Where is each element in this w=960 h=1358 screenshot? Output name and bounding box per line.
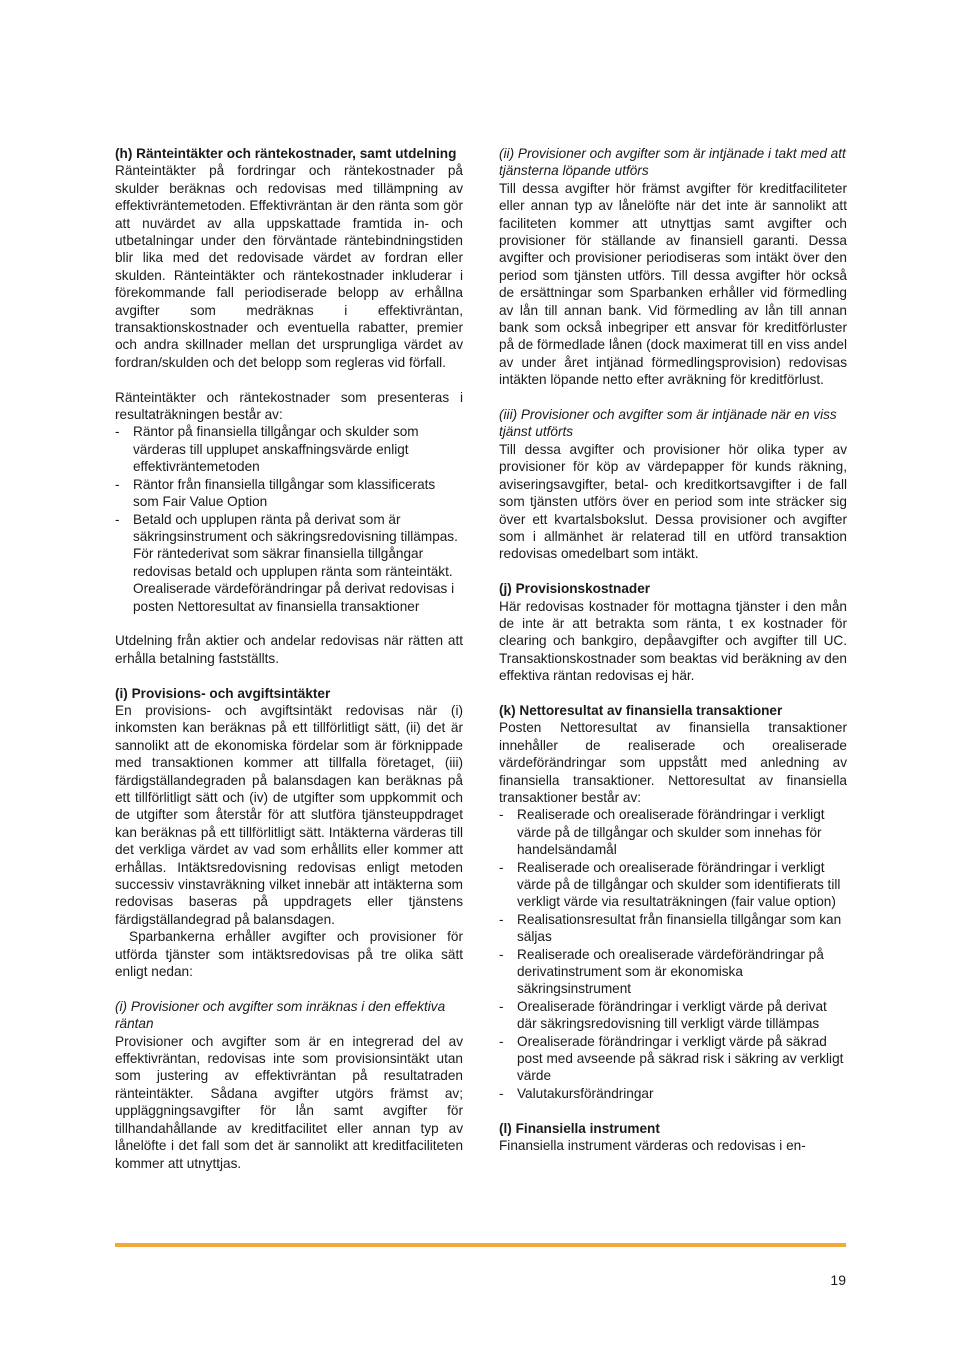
section-i-sub3-body: Till dessa avgifter och provisioner hör olika typer av provisioner för köp av värdepapper för kunds räkning, aviseringsavgifter, betal- och kreditkortsavgifter i de fall som tjänsten utförs över en period som inte sträcker sig över ett kvartalsbokslut. Dessa provisioner och avgifter som i allmänhet är relaterad till en utförd transaktion redovisas omedelbart som intäkt. xyxy=(499,441,847,562)
list-item: - Betald och upplupen ränta på derivat som är säkringsinstrument och säkringsredovisning tillämpas. För räntederivat som säkrar finansiella tillgångar redovisas betald och upplupen ränta som ränteintäkt. Orealiserade värdeförändringar på derivat redovisas i posten Nettoresultat av finansiella transaktioner xyxy=(115,511,463,615)
section-h-body: Ränteintäkter på fordringar och räntekostnader på skulder beräknas och redovisas med tillämpning av effektivräntemetoden. Effektivräntan är den ränta som gör att nuvärdet av alla uppskattade framtida in- och utbetalningar under den förväntade räntebindningstiden blir lika med det redovisade värdet av fordran eller skulden. Ränteintäkter och räntekostnader inkluderar i förekommande fall periodiserade belopp av erhållna avgifter som medräknas i effektivräntan, transaktionskostnader och eventuella rabatter, premier och andra skillnader mellan det ursprungliga värdet av fordran/skulden och det belopp som regleras vid förfall. xyxy=(115,163,463,370)
list-item: - Realisationsresultat från finansiella tillgångar som kan säljas xyxy=(499,911,847,946)
page-number: 19 xyxy=(830,1272,846,1288)
section-k-list xyxy=(499,806,847,1102)
section-i-body-1: En provisions- och avgiftsintäkt redovisas när (i) inkomsten kan beräknas på ett tillförlitligt sätt, (ii) det är sannolikt att de ekonomiska fördelar som är förknippade med transaktionen kommer att tillfalla företaget, (iii) färdigställandegraden på balansdagen kan beräknas på ett tillförlitligt sätt och (iv) de utgifter som uppkommit och de utgifter som återstår för att slutföra tjänsteuppdraget kan beräknas på ett tillförlitligt sätt. Intäkterna värderas till det verkliga värdet av vad som erhållits eller kommer att erhållas. Intäktsredovisning redovisas enligt metoden successiv vinstavräkning vilket innebär att intäkterna som redovisas baseras på uppdragets eller tjänstens färdigställandegrad på balansdagen. xyxy=(115,702,463,927)
section-k-heading: (k) Nettoresultat av finansiella transaktioner xyxy=(499,702,783,718)
right-column xyxy=(499,145,847,1155)
section-i-sub1-body: Provisioner och avgifter som är en integrerad del av effektivräntan, redovisas inte som provisionsintäkt utan som justering av effektivräntan på resultatraden ränteintäkter. Sådana avgifter utgörs främst av; uppläggningsavgifter för lån samt avgifter för tillhandahållande av kreditfacilitet eller annan typ av lånelöfte i det fall som det är sannolikt att kreditfaciliteten kommer att utnyttjas. xyxy=(115,1033,463,1171)
list-item: - Orealiserade förändringar i verkligt värde på säkrad post med avseende på säkrad risk i säkring av verkligt värde xyxy=(499,1033,847,1085)
section-l-body: Finansiella instrument värderas och redovisas i en- xyxy=(499,1138,806,1154)
footer-rule xyxy=(115,1243,846,1247)
list-item: - Räntor från finansiella tillgångar som klassificerats som Fair Value Option xyxy=(115,476,463,511)
list-item: - Valutakursförändringar xyxy=(499,1085,847,1102)
section-l-heading: (l) Finansiella instrument xyxy=(499,1120,660,1136)
list-item: - Realiserade och orealiserade värdeförändringar på derivatinstrument som är ekonomiska säkringsinstrument xyxy=(499,946,847,998)
section-i-sub2-body: Till dessa avgifter hör främst avgifter för kreditfaciliteter eller annan typ av lånelöfte när det inte är sannolikt att faciliteten kommer att utnyttjas samt avgifter och provisioner för ställande av finansiell garanti. Dessa avgifter och provisioner periodiseras som intäkt över den period som tjänsten utförs. Till dessa avgifter hör också de ersättningar som Sparbanken erhåller vid förmedling av lån till annan bank. Vid förmedling av lån till annan bank som också inbegriper ett ansvar för kreditförluster på de förmedlade lånen (dock maximerat till en viss andel av under året intjänad förmedlingsprovision) redovisas intäkten löpande netto efter avräkning för kreditförlust. xyxy=(499,180,847,388)
section-i-sub1-heading: (i) Provisioner och avgifter som inräknas i den effektiva räntan xyxy=(115,998,446,1032)
section-j-body: Här redovisas kostnader för mottagna tjänster i den mån de inte är att betrakta som ränta, t ex kostnader för clearing och bankgiro, depåavgifter och avgifter till UC. Transaktionskostnader som beaktas vid beräkning av den effektiva räntan redovisas ej här. xyxy=(499,598,847,684)
section-h-dividend: Utdelning från aktier och andelar redovisas när rätten att erhålla betalning fastställts. xyxy=(115,633,463,666)
section-i-sub3-heading: (iii) Provisioner och avgifter som är intjänade när en viss tjänst utförts xyxy=(499,407,837,440)
section-k-body: Posten Nettoresultat av finansiella transaktioner innehåller de realiserade och orealiserade värdeförändringar som uppstått med anledning av finansiella transaktioner. Nettoresultat av finansiella transaktioner består av: xyxy=(499,720,847,805)
left-column xyxy=(115,145,463,1172)
list-item: - Räntor på finansiella tillgångar och skulder som värderas till upplupet anskaffningsvärde enligt effektivräntemetoden xyxy=(115,423,463,475)
list-item: - Orealiserade förändringar i verkligt värde på derivat där säkringsredovisning till verkligt värde tillämpas xyxy=(499,998,847,1033)
section-h-list xyxy=(115,423,463,614)
section-i-heading: (i) Provisions- och avgiftsintäkter xyxy=(115,685,331,701)
list-item: - Realiserade och orealiserade förändringar i verkligt värde på de tillgångar och skulder som innehas för handelsändamål xyxy=(499,806,847,858)
section-i-body-2: Sparbankerna erhåller avgifter och provisioner för utförda tjänster som intäktsredovisas på tre olika sätt enligt nedan: xyxy=(115,929,463,980)
section-h-list-intro: Ränteintäkter och räntekostnader som presenteras i resultaträkningen består av: xyxy=(115,389,463,423)
section-h-heading: (h) Ränteintäkter och räntekostnader, samt utdelning xyxy=(115,146,457,161)
section-j-heading: (j) Provisionskostnader xyxy=(499,581,651,597)
list-item: - Realiserade och orealiserade förändringar i verkligt värde på de tillgångar och skulder som identifierats till verkligt värde via resultaträkningen (fair value option) xyxy=(499,859,847,911)
section-i-sub2-heading: (ii) Provisioner och avgifter som är intjänade i takt med att tjänsterna löpande utförs xyxy=(499,146,846,179)
